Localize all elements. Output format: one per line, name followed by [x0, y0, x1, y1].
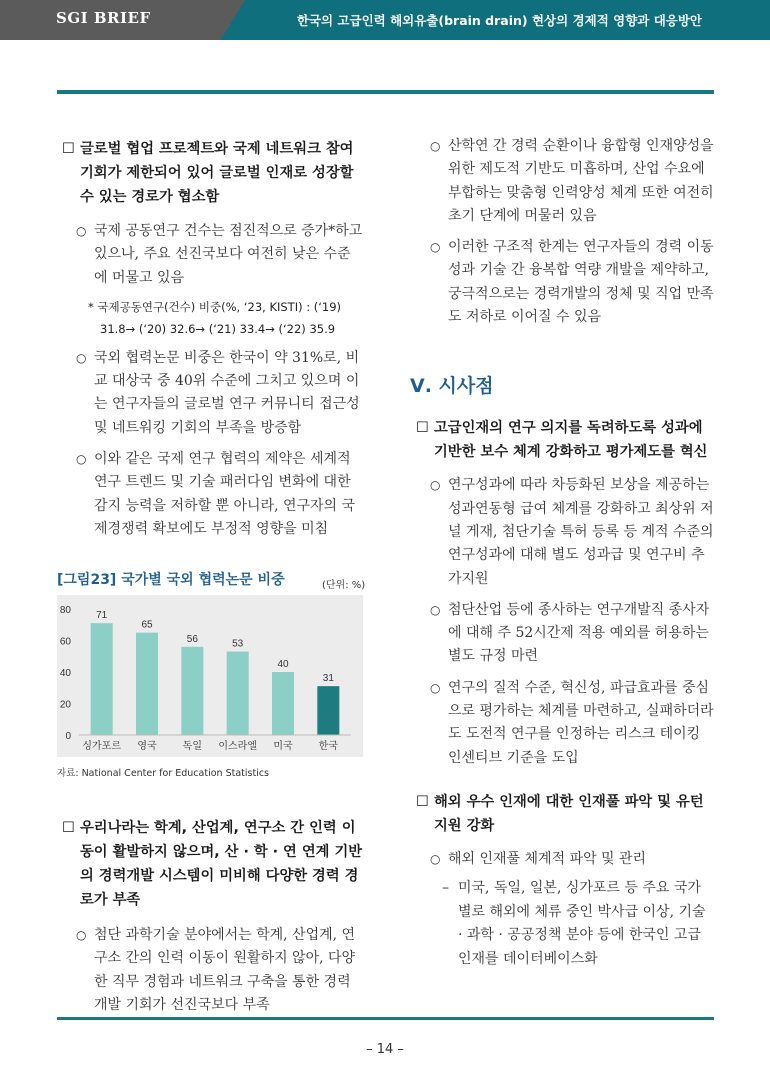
x-tick-label: 독일	[182, 741, 202, 752]
heading-text: 해외 우수 인재에 대한 인재풀 파악 및 유턴 지원 강화	[434, 793, 704, 834]
bullet-career-circulation	[410, 135, 714, 228]
checkbox-marker: ☐	[62, 141, 75, 157]
bullet-text: 해외 인재풀 체계적 파악 및 관리	[448, 850, 647, 867]
y-tick-label: 80	[59, 605, 71, 616]
bar-chart	[57, 595, 363, 757]
bar-value-label: 56	[186, 633, 198, 645]
circle-marker: ○	[430, 478, 441, 493]
bar-1	[136, 633, 158, 735]
checkbox-marker: ☐	[416, 420, 429, 437]
dash-talent-database	[410, 877, 714, 971]
bullet-text: 국외 협력논문 비중은 한국이 약 31%로, 비교 대상국 중 40위 수준에 그치고 있으며 이는 연구자들의 글로벌 연구 커뮤니티 접근성 및 네트워킹 기회의 부족을 방증함	[94, 349, 360, 436]
bar-5	[317, 686, 339, 735]
bullet-text: 이러한 구조적 한계는 연구자들의 경력 이동성과 기술 간 융복합 역량 개발을 제약하고, 궁극적으로는 경력개발의 정체 및 직업 만족도 저하로 이어질 수 있음	[448, 239, 714, 326]
section-heading-mobility	[62, 816, 364, 912]
section-heading-compensation	[410, 416, 714, 464]
bullet-text: 연구성과에 따라 차등화된 보상을 제공하는 성과연동형 급여 체계를 강화하고 최상위 저널 게재, 첨단기술 특허 등록 등 계적 수준의 연구성과에 대해 별도 성과급 및 연구비 추가지원	[448, 477, 714, 587]
bullet-text: 첨단산업 등에 종사하는 연구개발직 종사자에 대해 주 52시간제 적용 예외를 허용하는 별도 규정 마련	[448, 601, 710, 665]
chart-area	[57, 595, 363, 757]
heading-text: 글로벌 협업 프로젝트와 국제 네트워크 참여 기회가 제한되어 있어 글로벌 인재로 성장할 수 있는 경로가 협소함	[80, 141, 354, 205]
x-tick-label: 한국	[318, 741, 338, 752]
bullet-talent-pool	[410, 848, 714, 871]
bullet-risk-taking	[410, 677, 714, 770]
top-divider	[57, 90, 714, 94]
bullet-workforce-mobility	[62, 924, 364, 1017]
bullet-text: 연구의 질적 수준, 혁신성, 파급효과를 중심으로 평가하는 체계를 마련하고, 실패하더라도 도전적 연구를 인정하는 리스크 테이킹 인센티브 기준을 도입	[448, 679, 714, 766]
circle-marker: ○	[76, 452, 87, 467]
y-tick-label: 0	[65, 731, 71, 742]
bar-4	[272, 672, 294, 735]
figure-unit: (단위: %)	[322, 580, 366, 591]
circle-marker: ○	[430, 139, 441, 153]
x-tick-label: 싱가포르	[82, 741, 121, 752]
dash-marker: –	[442, 880, 449, 897]
section-title-implications: Ⅴ. 시사점	[410, 375, 494, 398]
heading-text: 우리나라는 학계, 산업계, 연구소 간 인력 이동이 활발하지 않으며, 산 · 학 · 연 연계 기반의 경력개발 시스템이 미비해 다양한 경력 경로가 부족	[80, 820, 363, 908]
bar-value-label: 65	[141, 619, 153, 631]
circle-marker: ○	[430, 240, 441, 255]
circle-marker: ○	[430, 602, 441, 617]
bullet-performance-pay	[410, 474, 714, 590]
left-column-bottom	[62, 816, 364, 1017]
document-title: 한국의 고급인력 해외유출(brain drain) 현상의 경제적 영향과 대응방안	[296, 13, 702, 28]
right-column	[410, 135, 714, 971]
figure-source: 자료: National Center for Education Statistics	[57, 768, 270, 779]
heading-text: 고급인재의 연구 의지를 독려하도록 성과에 기반한 보수 체계 강화하고 평가제도를 혁신	[434, 420, 708, 461]
circle-marker: ○	[430, 851, 441, 866]
bullet-text: 첨단 과학기술 분야에서는 학계, 산업계, 연구소 간의 인력 이동이 원활하지 않아, 다양한 직무 경험과 네트워크 구축을 통한 경력 개발 기회가 선진국보다 부족	[94, 927, 356, 1013]
section-heading-overseas-talent	[410, 790, 714, 838]
bullet-52hour-exception	[410, 599, 714, 669]
bullet-text: 국제 공동연구 건수는 점진적으로 증가*하고 있으나, 주요 선진국보다 여전히 낮은 수준에 머물고 있음	[94, 223, 363, 286]
x-tick-label: 이스라엘	[218, 741, 257, 752]
x-tick-label: 영국	[137, 741, 157, 752]
y-tick-label: 20	[59, 699, 71, 711]
circle-marker: ○	[76, 350, 87, 365]
y-tick-label: 40	[59, 668, 71, 679]
page-number: – 14 –	[366, 1042, 404, 1057]
checkbox-marker: ☐	[416, 793, 429, 810]
circle-marker: ○	[430, 680, 441, 695]
circle-marker: ○	[76, 224, 87, 238]
checkbox-marker: ☐	[62, 820, 75, 836]
bullet-structural-limits	[410, 236, 714, 329]
footnote-joint-research: * 국제공동연구(건수) 비중(%, ‘23, KISTI) : (‘19) 31.8→ (‘20) 32.6→ (‘21) 33.4→ (‘22) 35.9	[88, 299, 342, 336]
bar-3	[227, 652, 249, 735]
brand-name: SGI BRIEF	[56, 9, 151, 27]
bar-value-label: 53	[232, 638, 244, 650]
bar-value-label: 40	[277, 659, 289, 670]
bullet-text: 이와 같은 국제 연구 협력의 제약은 세계적 연구 트렌드 및 기술 패러다임 변화에 대한 감지 능력을 저하할 뿐 아니라, 연구자의 국제경쟁력 확보에도 부정적 영향을 미침	[94, 451, 356, 537]
bullet-joint-research	[62, 220, 364, 290]
bar-2	[181, 647, 203, 735]
section-heading-collaboration	[62, 137, 364, 209]
figure-title: [그림23] 국가별 국외 협력논문 비중	[57, 572, 285, 588]
left-column-top	[62, 137, 364, 541]
x-tick-label: 미국	[273, 741, 293, 752]
dash-text: 미국, 독일, 일본, 싱가포르 등 주요 국가별로 해외에 체류 중인 박사급 이상, 기술 · 과학 · 공공정책 분야 등에 한국인 고급인재를 데이터베이스화	[458, 880, 706, 967]
bar-0	[91, 623, 113, 735]
bottom-divider	[57, 1017, 714, 1020]
bar-value-label: 31	[322, 673, 334, 685]
bullet-text: 산학연 간 경력 순환이나 융합형 인재양성을 위한 제도적 기반도 미흡하며, 산업 수요에 부합하는 맞춤형 인력양성 체계 또한 여전히 초기 단계에 머물러 있음	[448, 138, 714, 224]
bullet-research-constraints	[62, 448, 364, 541]
bullet-coauthored-papers	[62, 347, 364, 440]
circle-marker: ○	[76, 928, 87, 942]
y-tick-label: 60	[59, 636, 71, 648]
bar-value-label: 71	[96, 610, 108, 622]
